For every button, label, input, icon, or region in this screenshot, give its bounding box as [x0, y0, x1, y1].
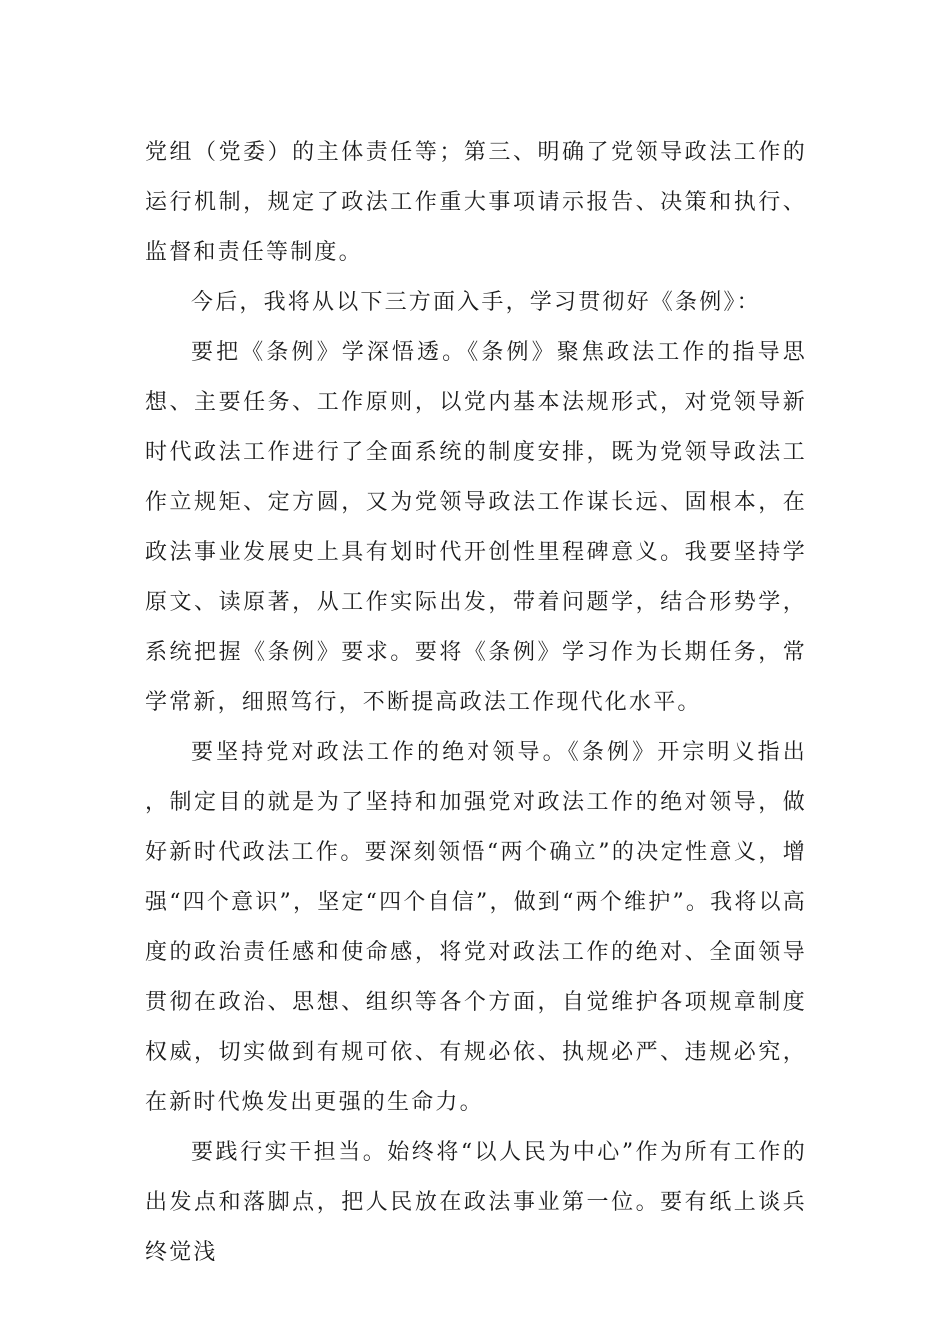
paragraph-1: 党组（党委）的主体责任等；第三、明确了党领导政法工作的运行机制，规定了政法工作重大事项请示报告、决策和执行、监督和责任等制度。: [145, 140, 807, 265]
paragraph-3: 要把《条例》学深悟透。《条例》聚焦政法工作的指导思想、主要任务、工作原则，以党内基本法规形式，对党领导新时代政法工作进行了全面系统的制度安排，既为党领导政法工作立规矩、定方圆，又为党领导政法工作谋长远、固根本，在政法事业发展史上具有划时代开创性里程碑意义。我要坚持学原文、读原著，从工作实际出发，带着问题学，结合形势学，系统把握《条例》要求。要将《条例》学习作为长期任务，常学常新，细照笃行，不断提高政法工作现代化水平。: [145, 340, 807, 715]
paragraph-4: 要坚持党对政法工作的绝对领导。《条例》开宗明义指出，制定目的就是为了坚持和加强党对政法工作的绝对领导，做好新时代政法工作。要深刻领悟“两个确立”的决定性意义，增强“四个意识”，坚定“四个自信”，做到“两个维护”。我将以高度的政治责任感和使命感，将党对政法工作的绝对、全面领导贯彻在政治、思想、组织等各个方面，自觉维护各项规章制度权威，切实做到有规可依、有规必依、执规必严、违规必究，在新时代焕发出更强的生命力。: [145, 740, 807, 1115]
paragraph-2: 今后，我将从以下三方面入手，学习贯彻好《条例》：: [191, 290, 761, 315]
paragraph-5: 要践行实干担当。始终将“以人民为中心”作为所有工作的出发点和落脚点，把人民放在政法事业第一位。要有纸上谈兵终觉浅: [145, 1140, 807, 1265]
document-body: [145, 128, 807, 1278]
